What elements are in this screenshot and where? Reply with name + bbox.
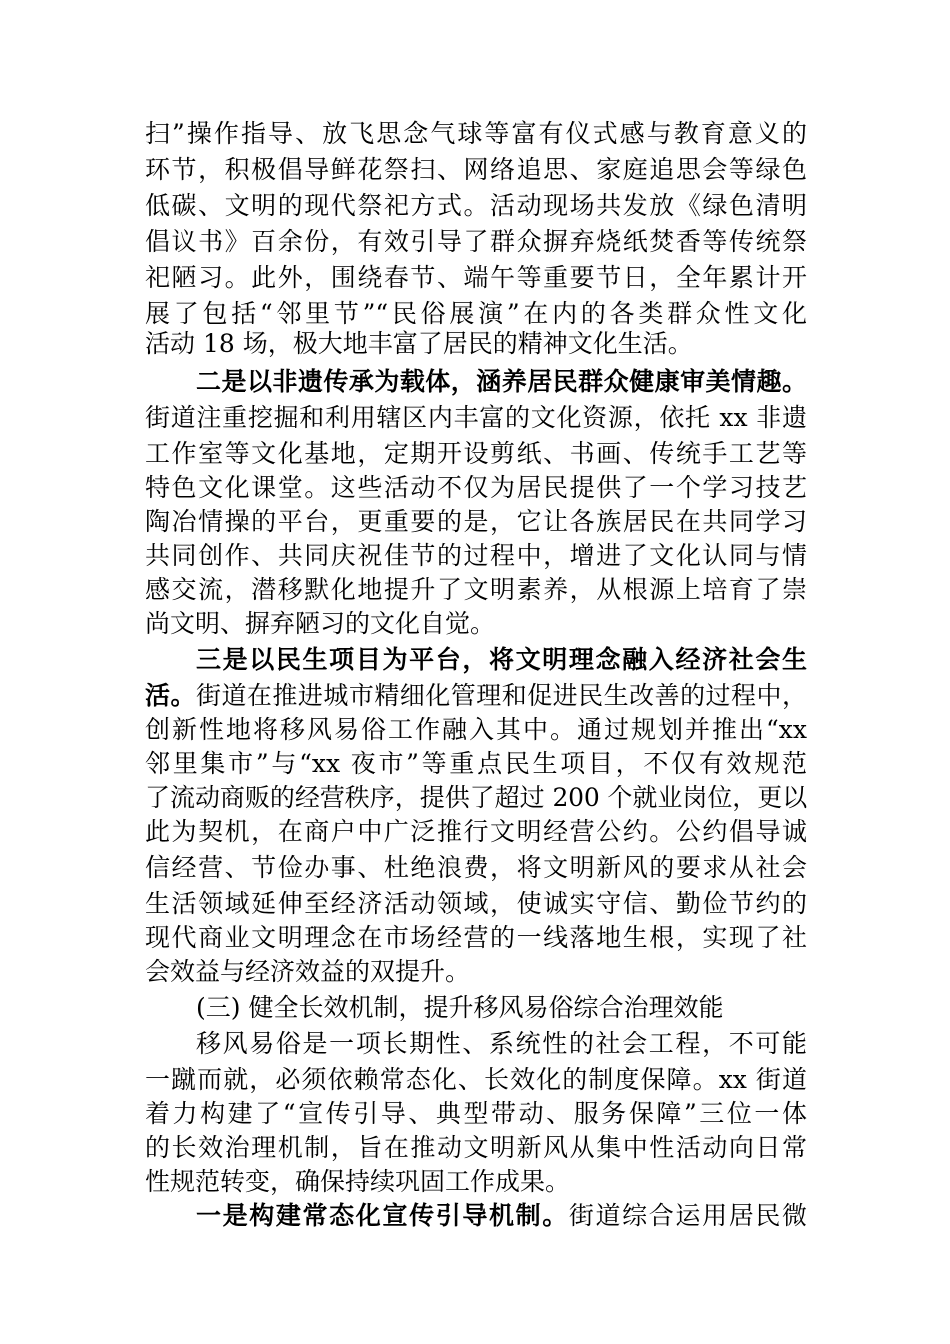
text-line bbox=[145, 538, 807, 574]
text-line bbox=[145, 678, 807, 714]
line-text: 感交流，潜移默化地提升了文明素养，从根源上培育了崇 bbox=[145, 575, 807, 604]
text-line bbox=[145, 504, 807, 540]
text-line bbox=[145, 1062, 807, 1098]
line-text: 环节，积极倡导鲜花祭扫、网络追思、家庭追思会等绿色 bbox=[145, 155, 807, 184]
text-line bbox=[145, 470, 807, 506]
text-line bbox=[145, 780, 807, 816]
subsection-heading bbox=[196, 990, 807, 1026]
line-text: 创新性地将移风易俗工作融入其中。通过规划并推出“xx bbox=[145, 715, 807, 744]
text-line bbox=[145, 814, 807, 850]
line-text: 现代商业文明理念在市场经营的一线落地生根，实现了社 bbox=[145, 923, 807, 952]
line-text: 生活领域延伸至经济活动领域，使诚实守信、勤俭节约的 bbox=[145, 889, 807, 918]
line-text: 倡议书》百余份，有效引导了群众摒弃烧纸焚香等传统祭 bbox=[145, 227, 807, 256]
line-text: 街道在推进城市精细化管理和促进民生改善的过程中， bbox=[195, 681, 807, 710]
text-line bbox=[145, 746, 807, 782]
line-text: 工作室等文化基地，定期开设剪纸、书画、传统手工艺等 bbox=[145, 439, 807, 468]
text-line bbox=[145, 572, 807, 608]
line-text: 邻里集市”与“xx 夜市”等重点民生项目，不仅有效规范 bbox=[145, 749, 807, 778]
text-line bbox=[145, 1164, 807, 1200]
line-text: 会效益与经济效益的双提升。 bbox=[145, 957, 471, 986]
text-line bbox=[145, 606, 807, 642]
text-line bbox=[145, 260, 807, 296]
text-line bbox=[145, 1130, 807, 1166]
text-line bbox=[145, 850, 807, 886]
text-line bbox=[145, 436, 807, 472]
text-line bbox=[145, 188, 807, 224]
bold-heading-tail: 活。 bbox=[145, 681, 196, 710]
line-text: 信经营、节俭办事、杜绝浪费，将文明新风的要求从社会 bbox=[145, 853, 807, 882]
line-text: 的长效治理机制，旨在推动文明新风从集中性活动向日常 bbox=[145, 1133, 807, 1162]
text-line bbox=[145, 954, 807, 990]
text-line bbox=[145, 920, 807, 956]
bold-heading: 一是构建常态化宣传引导机制。 bbox=[196, 1201, 569, 1230]
text-line bbox=[196, 1198, 807, 1234]
bold-heading: 三是以民生项目为平台，将文明理念融入经济社会生 bbox=[196, 645, 807, 674]
line-text: 街道综合运用居民微 bbox=[568, 1201, 807, 1230]
line-text: 了流动商贩的经营秩序，提供了超过 200 个就业岗位，更以 bbox=[145, 783, 807, 812]
bold-heading: 二是以非遗传承为载体，涵养居民群众健康审美情趣。 bbox=[196, 367, 807, 396]
line-text: 低碳、文明的现代祭祀方式。活动现场共发放《绿色清明 bbox=[145, 191, 807, 220]
text-line bbox=[145, 400, 807, 436]
text-line bbox=[196, 1026, 807, 1062]
line-text: 性规范转变，确保持续巩固工作成果。 bbox=[145, 1167, 571, 1196]
line-text: 移风易俗是一项长期性、系统性的社会工程，不可能 bbox=[196, 1029, 807, 1058]
line-text: 一蹴而就，必须依赖常态化、长效化的制度保障。xx 街道 bbox=[145, 1065, 807, 1094]
line-text: 共同创作、共同庆祝佳节的过程中，增进了文化认同与情 bbox=[145, 541, 807, 570]
text-line bbox=[145, 886, 807, 922]
line-text: 着力构建了“宣传引导、典型带动、服务保障”三位一体 bbox=[145, 1099, 807, 1128]
section-heading-line bbox=[196, 364, 807, 400]
line-text: 展了包括“邻里节”“民俗展演”在内的各类群众性文化 bbox=[145, 299, 807, 328]
line-text: 扫”操作指导、放飞思念气球等富有仪式感与教育意义的 bbox=[145, 119, 807, 148]
line-text: 陶冶情操的平台，更重要的是，它让各族居民在共同学习 bbox=[145, 507, 807, 536]
text-line bbox=[145, 712, 807, 748]
text-line bbox=[145, 152, 807, 188]
text-line bbox=[145, 1096, 807, 1132]
text-line bbox=[145, 116, 807, 152]
line-text: 街道注重挖掘和利用辖区内丰富的文化资源，依托 xx 非遗 bbox=[145, 403, 807, 432]
line-text: 活动 18 场，极大地丰富了居民的精神文化生活。 bbox=[145, 329, 693, 358]
subsection-title: (三) 健全长效机制，提升移风易俗综合治理效能 bbox=[196, 993, 724, 1022]
section-heading-line bbox=[196, 642, 807, 678]
line-text: 尚文明、摒弃陋习的文化自觉。 bbox=[145, 609, 496, 638]
text-line bbox=[145, 224, 807, 260]
line-text: 此为契机，在商户中广泛推行文明经营公约。公约倡导诚 bbox=[145, 817, 807, 846]
line-text: 祀陋习。此外，围绕春节、端午等重要节日，全年累计开 bbox=[145, 263, 807, 292]
line-text: 特色文化课堂。这些活动不仅为居民提供了一个学习技艺 bbox=[145, 473, 807, 502]
text-line bbox=[145, 326, 807, 362]
